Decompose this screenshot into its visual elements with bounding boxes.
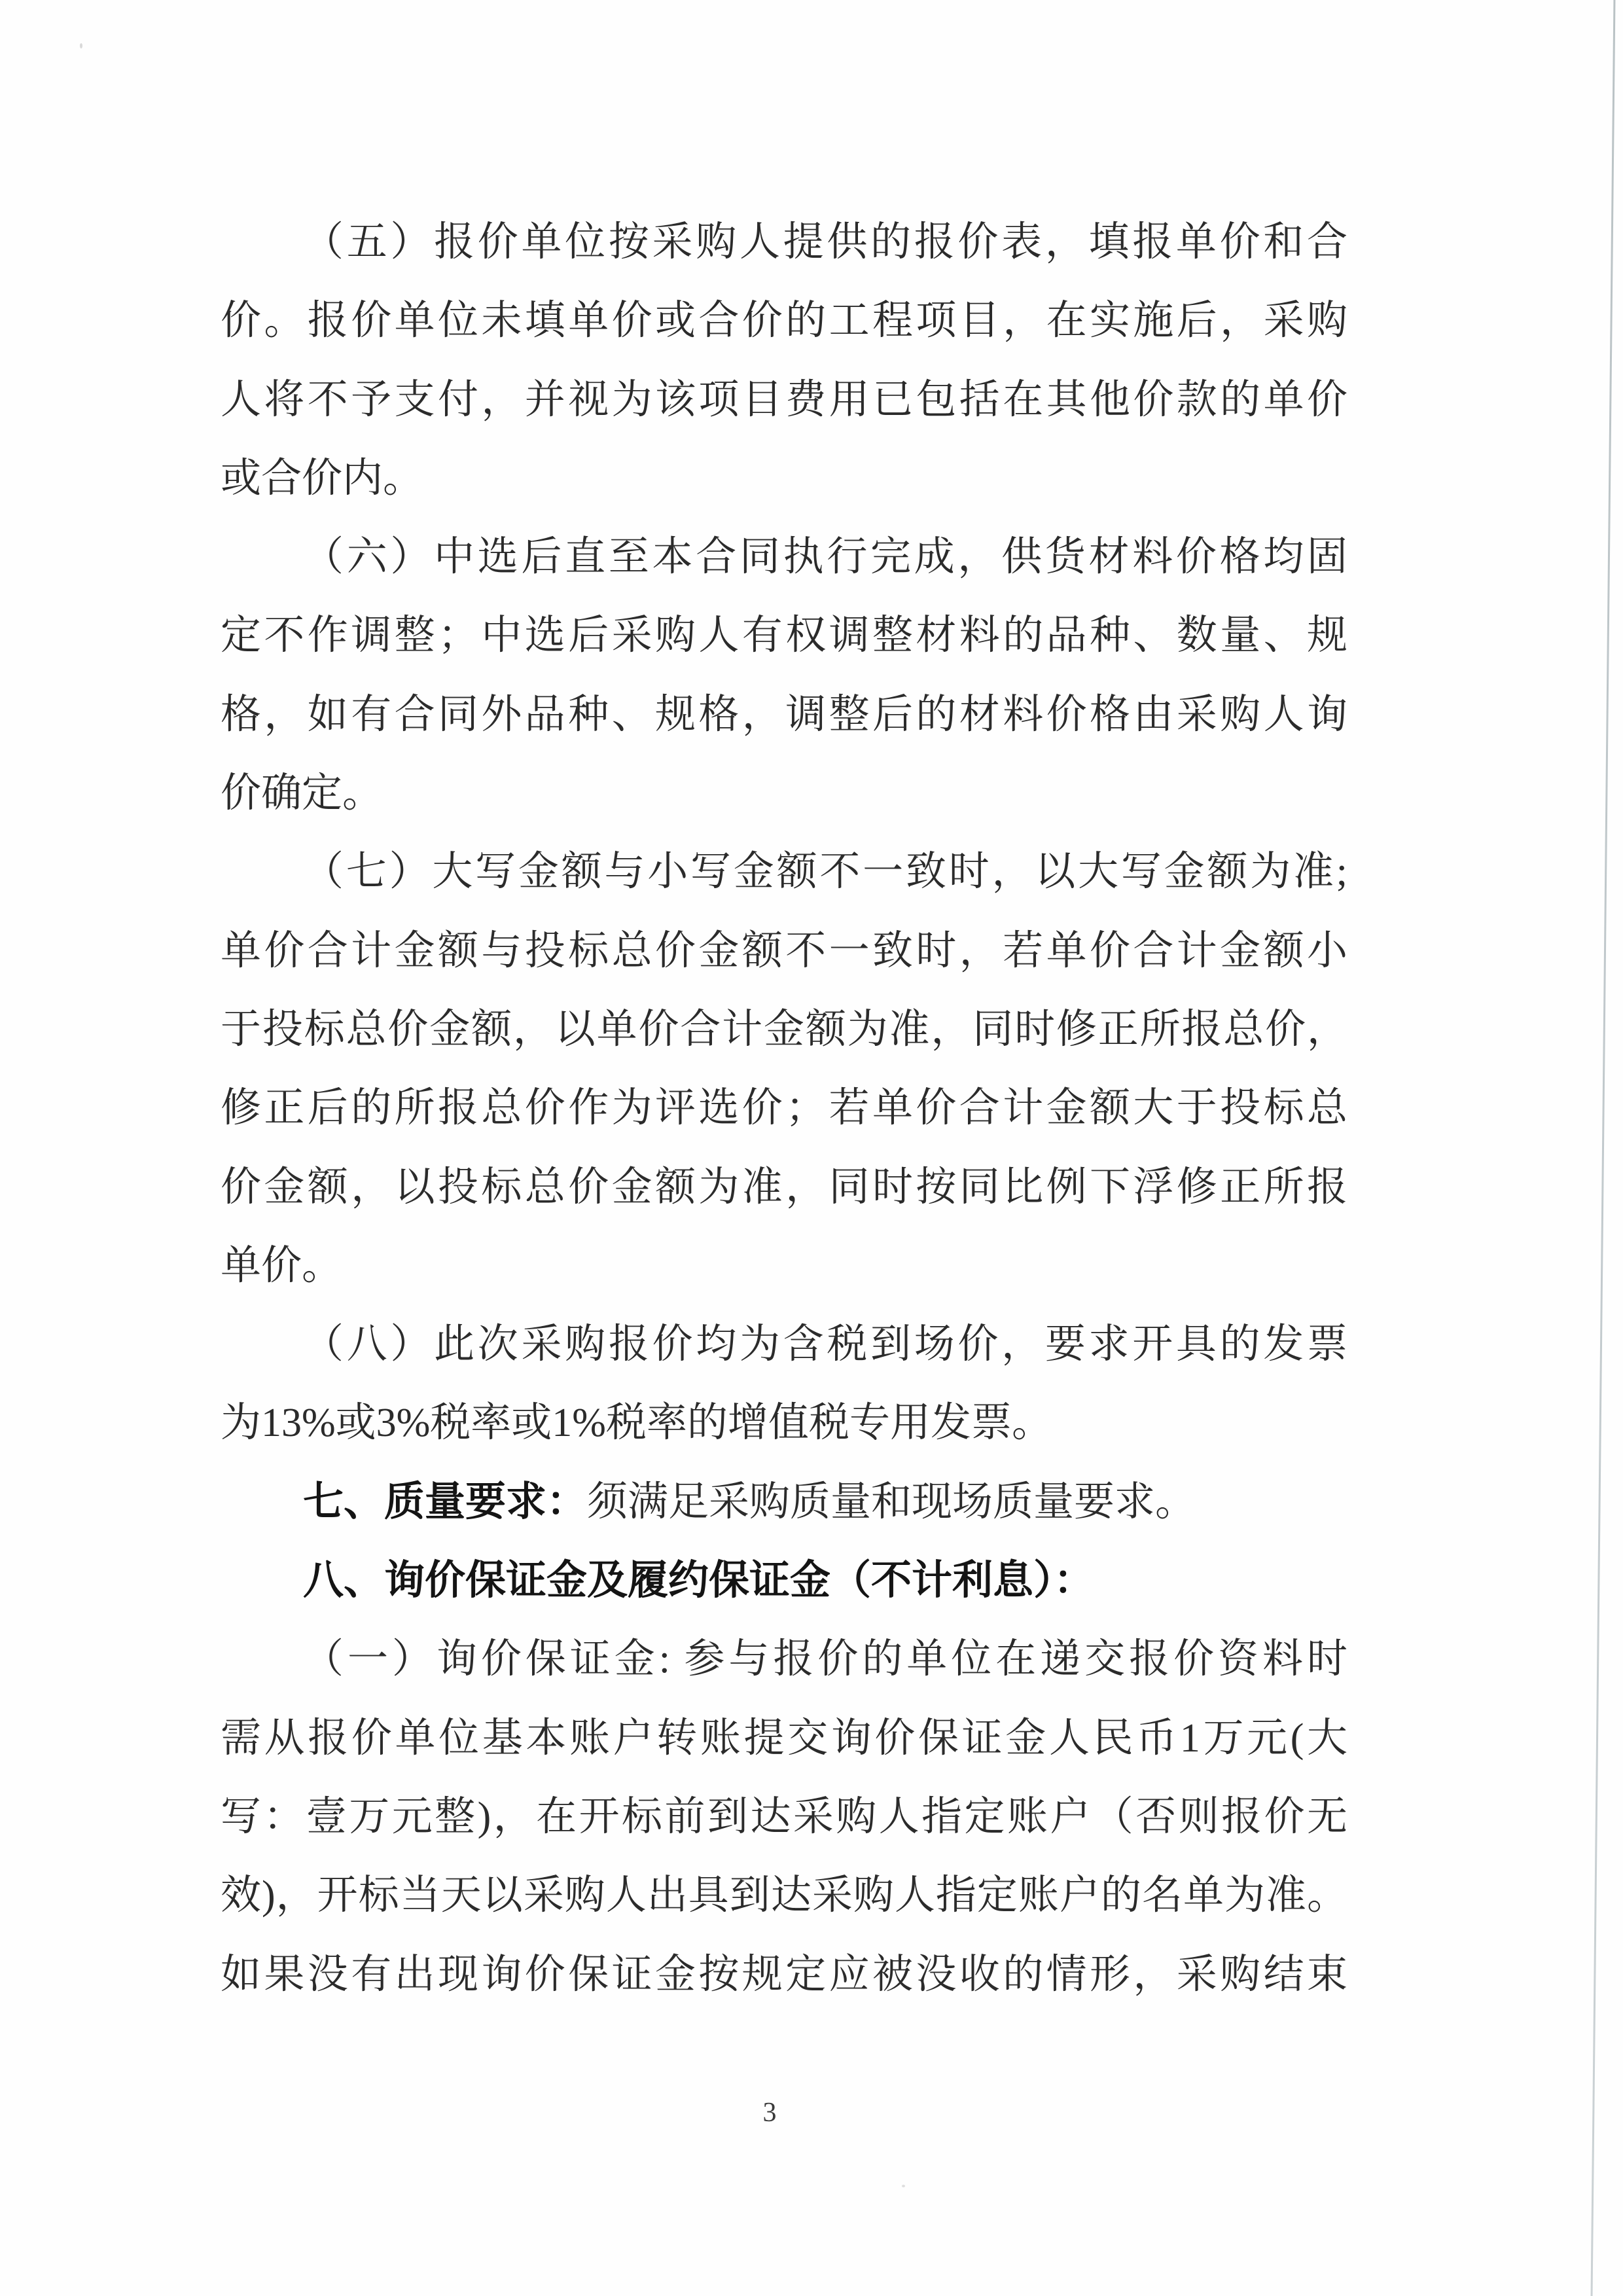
text-line: [221, 1620, 1347, 1698]
text-run: 效)，开标当天以采购人出具到达采购人指定账户的名单为准。: [221, 1873, 1347, 1918]
text-run: （一）询价保证金: 参与报价的单位在递交报价资料时: [303, 1637, 1347, 1682]
text-run: （六）中选后直至本合同执行完成，供货材料价格均固: [303, 535, 1347, 580]
text-line: [221, 203, 1347, 281]
text-run: 价确定。: [221, 771, 383, 816]
scan-speck: [80, 43, 82, 48]
text-run: （八）此次采购报价均为含税到场价，要求开具的发票: [303, 1322, 1347, 1367]
text-line: [221, 1227, 1347, 1305]
text-line: [221, 361, 1347, 439]
text-run: 需从报价单位基本账户转账提交询价保证金人民币1万元(大: [221, 1715, 1347, 1761]
text-run: 格，如有合同外品种、规格，调整后的材料价格由采购人询: [221, 692, 1347, 737]
text-line: [221, 1778, 1347, 1856]
scan-artifact-line: [1590, 0, 1615, 2296]
text-line: [221, 596, 1347, 675]
text-run: 人将不予支付，并视为该项目费用已包括在其他价款的单价: [221, 377, 1347, 422]
text-line: [221, 990, 1347, 1069]
text-line: [221, 1463, 1347, 1541]
text-run: （七）大写金额与小写金额不一致时，以大写金额为准;: [303, 850, 1347, 895]
text-line: [221, 1148, 1347, 1227]
text-line: [221, 1384, 1347, 1462]
text-run-bold: 七、质量要求：: [303, 1479, 588, 1524]
text-run: 修正后的所报总价作为评选价；若单价合计金额大于投标总: [221, 1086, 1347, 1131]
scan-speck: [902, 2185, 905, 2187]
document-body: [221, 203, 1347, 2014]
text-line: [221, 518, 1347, 596]
text-run: 价。报价单位未填单价或合价的工程项目，在实施后，采购: [221, 298, 1347, 344]
text-line: [221, 833, 1347, 911]
text-line: [221, 912, 1347, 990]
text-run: 单价合计金额与投标总价金额不一致时，若单价合计金额小: [221, 928, 1347, 973]
text-run: 为13%或3%税率或1%税率的增值税专用发票。: [221, 1401, 1052, 1446]
page-number: 3: [762, 2098, 777, 2128]
text-run: 写：壹万元整)，在开标前到达采购人指定账户（否则报价无: [221, 1794, 1347, 1839]
text-line: [221, 281, 1347, 360]
text-run: 于投标总价金额，以单价合计金额为准，同时修正所报总价，: [221, 1007, 1347, 1052]
text-run: 定不作调整；中选后采购人有权调整材料的品种、数量、规: [221, 613, 1347, 658]
text-run: 如果没有出现询价保证金按规定应被没收的情形，采购结束: [221, 1952, 1347, 1997]
text-run-bold: 八、询价保证金及履约保证金（不计利息）：: [303, 1558, 1095, 1604]
text-line: [221, 1305, 1347, 1384]
text-line: [221, 1541, 1347, 1620]
text-run: （五）报价单位按采购人提供的报价表，填报单价和合: [303, 220, 1347, 264]
text-line: [221, 675, 1347, 754]
text-line: [221, 1856, 1347, 1935]
text-line: [221, 754, 1347, 833]
text-line: [221, 1699, 1347, 1778]
text-run: 须满足采购质量和现场质量要求。: [587, 1479, 1196, 1524]
text-run: 或合价内。: [221, 456, 424, 501]
text-run: 单价。: [221, 1243, 343, 1288]
text-line: [221, 1069, 1347, 1147]
text-line: [221, 1935, 1347, 2014]
text-line: [221, 439, 1347, 518]
text-run: 价金额，以投标总价金额为准，同时按同比例下浮修正所报: [221, 1164, 1347, 1210]
